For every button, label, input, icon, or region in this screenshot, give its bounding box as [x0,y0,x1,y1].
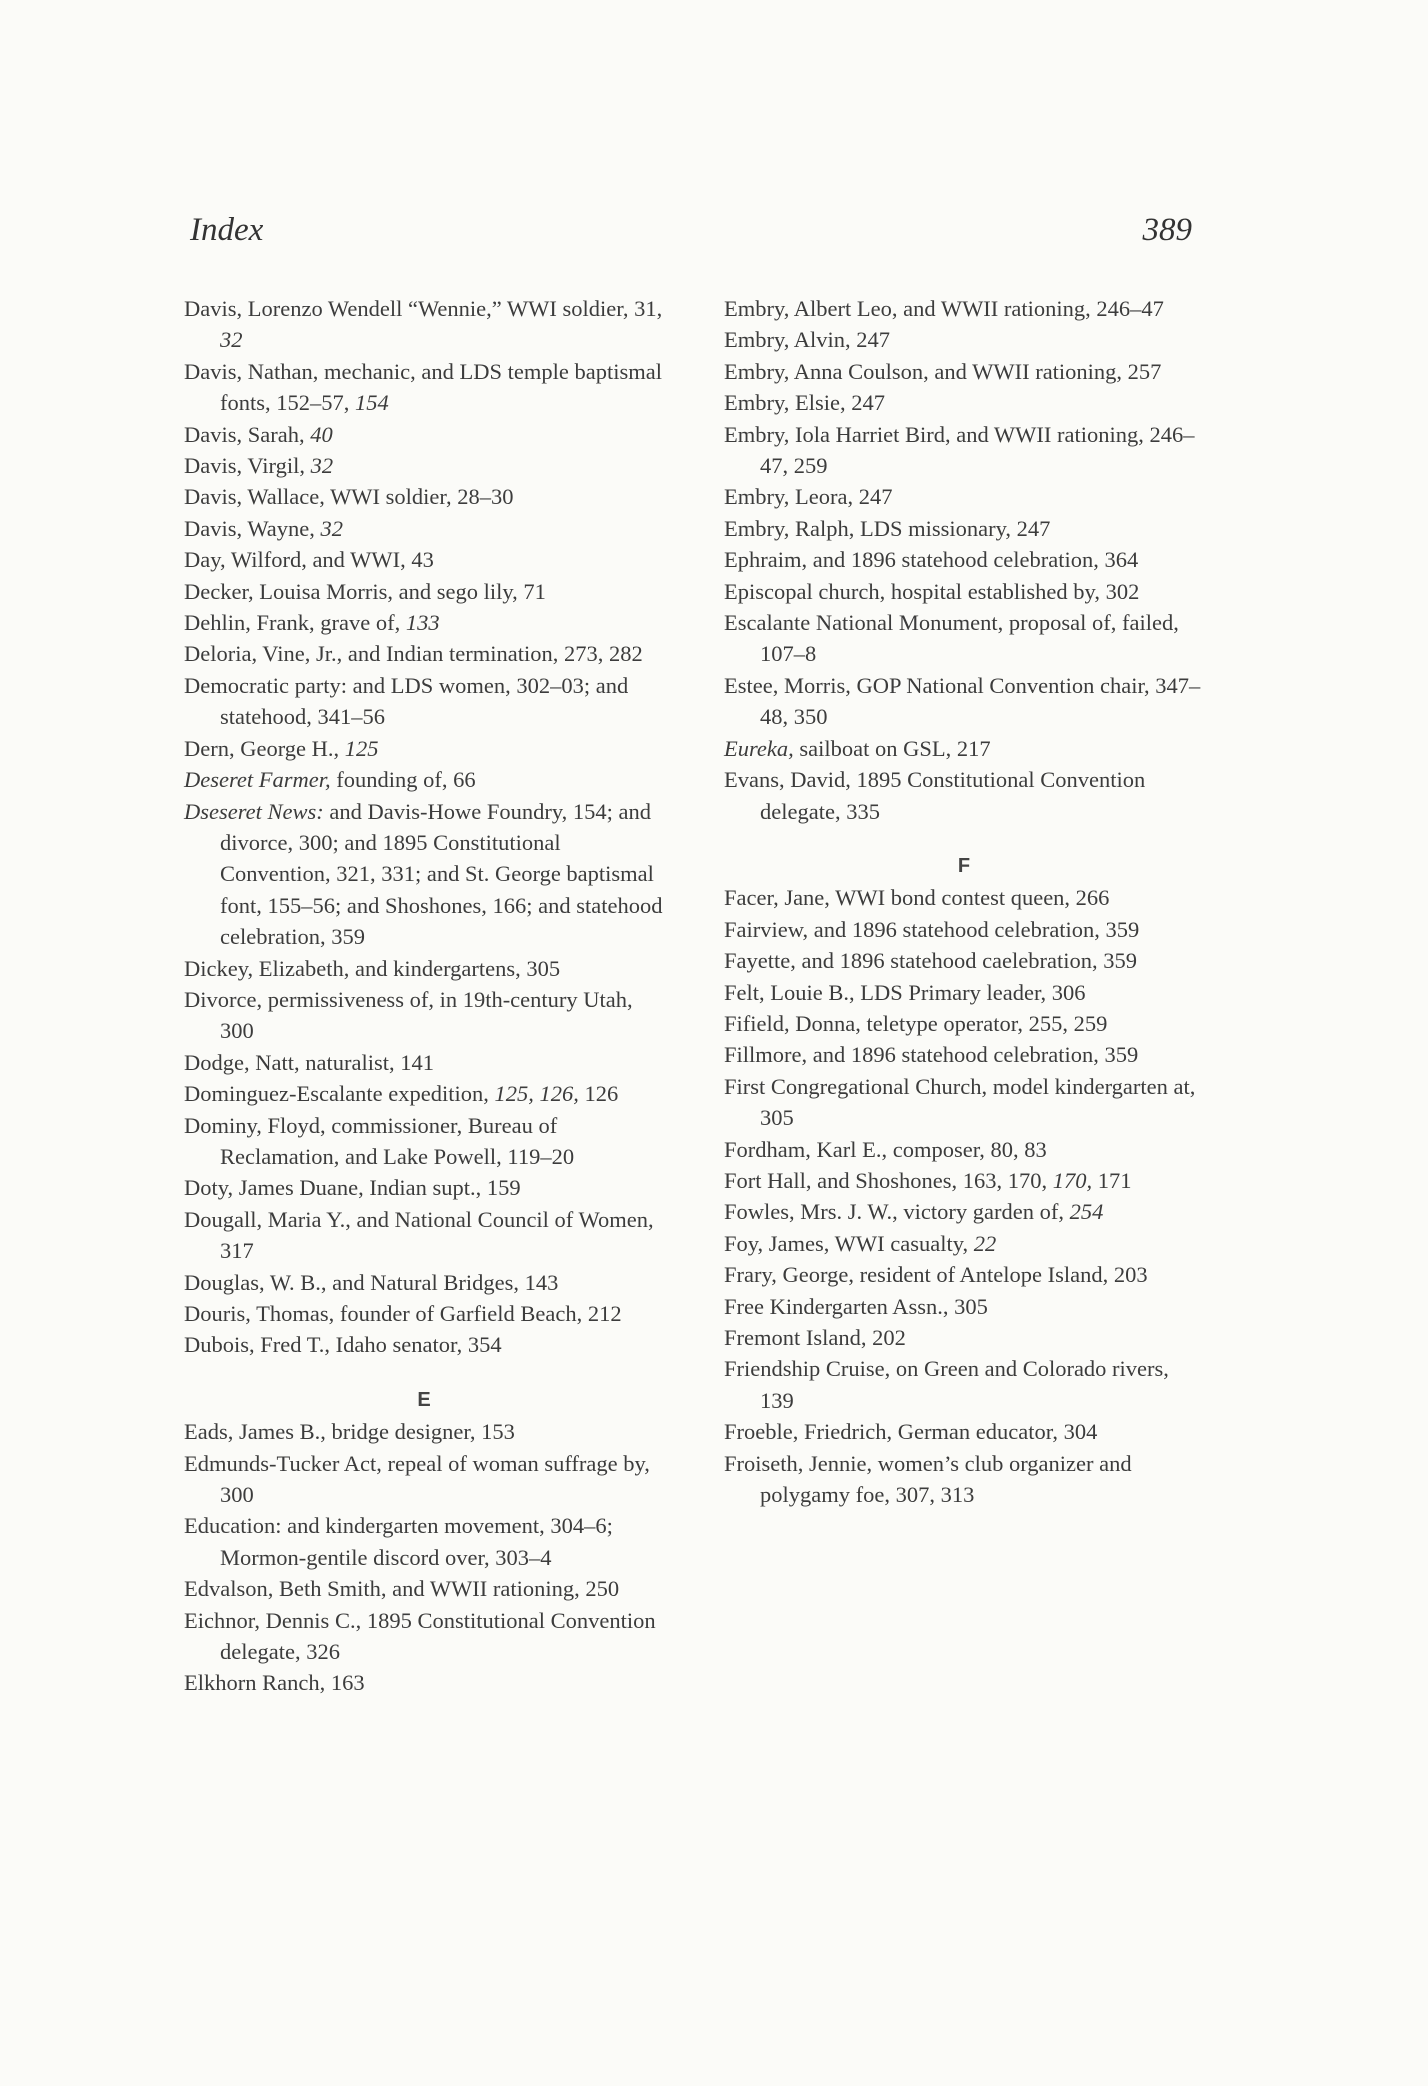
index-entry: Eads, James B., bridge designer, 153 [184,1419,515,1445]
index-section-letter: F [957,854,971,877]
index-entry: Deseret Farmer, founding of, 66 [184,767,476,793]
index-entry: Froeble, Friedrich, German educator, 304 [724,1419,1098,1445]
index-entry: Edmunds-Tucker Act, repeal of woman suffrage by, 300 [184,1450,650,1508]
index-entry: Embry, Iola Harriet Bird, and WWII rationing, 246–47, 259 [724,421,1195,479]
running-head-title: Index [190,212,264,248]
index-entry: Dominguez-Escalante expedition, 125, 126, 126 [184,1081,619,1107]
index-entry: Eureka, sailboat on GSL, 217 [724,735,991,761]
index-entry: Froiseth, Jennie, women’s club organizer and polygamy foe, 307, 313 [724,1450,1132,1508]
index-entry: Davis, Wayne, 32 [184,515,343,541]
index-entry: Embry, Ralph, LDS missionary, 247 [724,515,1051,541]
index-entry: Embry, Albert Leo, and WWII rationing, 246–47 [724,296,1164,321]
index-entry: Davis, Wallace, WWI soldier, 28–30 [184,484,514,510]
index-entry: Dickey, Elizabeth, and kindergartens, 305 [184,955,561,981]
index-entry: Day, Wilford, and WWI, 43 [184,547,434,573]
index-entry: Embry, Alvin, 247 [724,327,891,353]
index-entry: Fremont Island, 202 [724,1325,906,1350]
index-entry: Estee, Morris, GOP National Convention chair, 347–48, 350 [724,672,1201,730]
index-entry: Facer, Jane, WWI bond contest queen, 266 [724,885,1110,911]
index-entry: Ephraim, and 1896 statehood celebration, 364 [724,547,1139,573]
index-entry: Felt, Louie B., LDS Primary leader, 306 [724,979,1086,1005]
index-entry: Fifield, Donna, teletype operator, 255, 259 [724,1010,1108,1036]
index-entry: Embry, Elsie, 247 [724,390,886,416]
index-entry: Douglas, W. B., and Natural Bridges, 143 [184,1269,559,1295]
index-entry: Dodge, Natt, naturalist, 141 [184,1049,434,1075]
index-entry: Democratic party: and LDS women, 302–03; and statehood, 341–56 [184,672,629,730]
index-entry: Doty, James Duane, Indian supt., 159 [184,1175,521,1201]
index-entry: Deloria, Vine, Jr., and Indian termination, 273, 282 [184,641,643,667]
index-entry: Davis, Virgil, 32 [184,453,334,479]
index-entry: Dominy, Floyd, commissioner, Bureau of Reclamation, and Lake Powell, 119–20 [184,1112,575,1169]
index-entry: Dern, George H., 125 [184,735,379,761]
index-entry: Foy, James, WWI casualty, 22 [724,1230,997,1256]
index-entry: Dougall, Maria Y., and National Council of Women, 317 [184,1206,654,1264]
index-entry: Fayette, and 1896 statehood caelebration, 359 [724,948,1137,974]
index-entry: Escalante National Monument, proposal of, failed, 107–8 [724,610,1179,667]
index-entry: Davis, Nathan, mechanic, and LDS temple baptismal fonts, 152–57, 154 [184,358,662,416]
index-entry: Douris, Thomas, founder of Garfield Beach, 212 [184,1301,622,1326]
index-entry: Evans, David, 1895 Constitutional Convention delegate, 335 [724,767,1146,824]
index-section-letter: E [417,1388,431,1411]
index-entry: Fordham, Karl E., composer, 80, 83 [724,1136,1047,1162]
page-number: 389 [1142,212,1192,248]
index-entry: Free Kindergarten Assn., 305 [724,1293,988,1319]
index-entry: Dseseret News: and Davis-Howe Foundry, 154; and divorce, 300; and 1895 Constitutional Convention, 321, 331; and St. George baptismal font, 155–56; and Shoshones, 166; and statehood celebration, 359 [184,798,663,950]
index-entry: Embry, Anna Coulson, and WWII rationing, 257 [724,358,1162,384]
index-entry: Embry, Leora, 247 [724,484,893,510]
index-entry: First Congregational Church, model kindergarten at, 305 [724,1073,1196,1131]
index-entry: Friendship Cruise, on Green and Colorado rivers, 139 [724,1356,1169,1413]
index-entry: Dubois, Fred T., Idaho senator, 354 [184,1332,502,1358]
index-entry: Divorce, permissiveness of, in 19th-century Utah, 300 [184,986,633,1044]
index-entry: Edvalson, Beth Smith, and WWII rationing, 250 [184,1576,620,1602]
index-entry: Fowles, Mrs. J. W., victory garden of, 254 [724,1199,1104,1225]
index-entry: Decker, Louisa Morris, and sego lily, 71 [184,578,546,604]
index-entry: Davis, Lorenzo Wendell “Wennie,” WWI soldier, 31, 32 [184,296,663,353]
index-entry: Elkhorn Ranch, 163 [184,1670,365,1696]
index-entry: Eichnor, Dennis C., 1895 Constitutional Convention delegate, 326 [184,1607,656,1665]
index-entry: Education: and kindergarten movement, 304–6; Mormon-gentile discord over, 303–4 [184,1513,613,1570]
index-entry: Episcopal church, hospital established by, 302 [724,578,1140,604]
index-entry: Frary, George, resident of Antelope Island, 203 [724,1262,1148,1288]
index-column-right [724,293,1204,1510]
index-entry: Dehlin, Frank, grave of, 133 [184,610,440,636]
index-entry: Fort Hall, and Shoshones, 163, 170, 170, 171 [724,1167,1132,1193]
index-entry: Fillmore, and 1896 statehood celebration, 359 [724,1042,1139,1068]
index-entry: Fairview, and 1896 statehood celebration, 359 [724,916,1140,942]
index-column-left [184,293,664,1699]
index-entry: Davis, Sarah, 40 [184,421,333,447]
